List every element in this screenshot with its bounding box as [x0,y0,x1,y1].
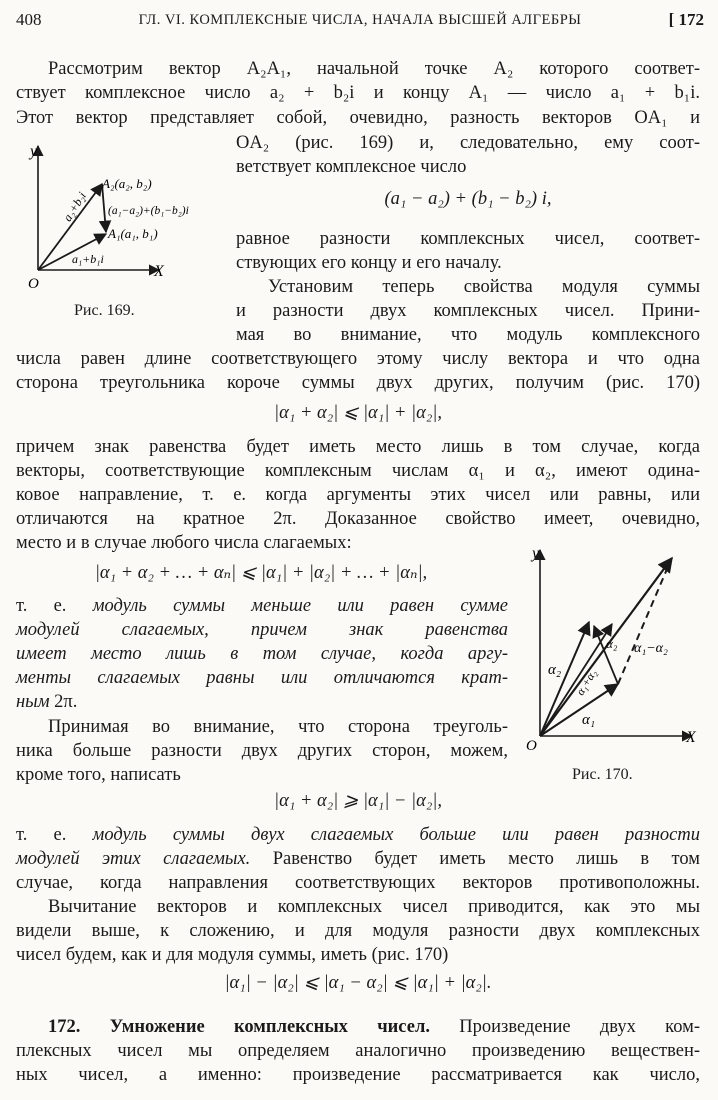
alpha2-shifted-label: α₂ [606,636,618,651]
y-axis-label: y [532,545,540,562]
x-axis-label: X [686,729,696,746]
text-line: Установим теперь свойства модуля суммы [268,277,700,297]
alpha1-label: α₁ [582,712,596,728]
text-line: Принимая во внимание, что сторона треуголь- [48,717,508,737]
text-line: равное разности комплексных чисел, соответ- [236,229,700,249]
figure-169-caption: Рис. 169. [74,302,135,319]
text-line: Вычитание векторов и комплексных чисел приводится, как это мы [48,897,700,917]
text-line [16,691,508,715]
text-line: и разности двух комплексных чисел. Прини- [236,301,700,321]
text-line: имеет место лишь в том случае, когда аргу- [16,644,508,664]
text-line: сторона треугольника короче суммы двух других, получим (рис. 170) [16,373,700,393]
difference-vector-label: (a₁−a₂)+(b₁−b₂)i [108,205,189,217]
origin-label: O [526,738,537,750]
page-number: 408 [16,10,42,29]
text-line [16,848,700,872]
text-line: ника больше разности двух других сторон, можем, [16,741,508,761]
text-line [16,1016,700,1040]
sum-label: α₁+α₂ [574,667,600,698]
text-run: т. е. [16,825,67,845]
equation: (a₁ − a₂) + (b₁ − b₂) i, [384,189,552,209]
text-line: ных чисел, а именно: произведение рассматривается как число, [16,1065,700,1085]
text-line: векторы, соответствующие комплексным числам α₁ и α₂, имеют одина- [16,461,700,481]
origin-label: O [28,276,39,290]
equation: |α₁ + α₂| ⩾ |α₁| − |α₂|, [274,791,442,811]
text-run: ным [16,692,50,712]
text-line: ствующих его концу и его началу. [236,253,502,273]
figure-170-caption: Рис. 170. [572,766,633,783]
text-line: OA₂ (рис. 169) и, следовательно, ему соот- [236,133,700,153]
text-run: модуль суммы двух слагаемых больше или равен разности [92,825,700,845]
text-run: модулей этих слагаемых. [16,849,251,869]
text-line: мая во внимание, что модуль комплексного [236,325,700,345]
text-line: случае, когда направления соответствующих векторов противоположны. [16,873,700,893]
text-line: Рассмотрим вектор A₂A₁, начальной точке A₂ которого соответ- [48,59,700,79]
section-heading: 172. Умножение комплексных чисел. [48,1017,430,1037]
text-line: числа равен длине соответствующего этому числу вектора и что одна [16,349,700,369]
vector-alpha1-plus-alpha2 [540,624,612,736]
text-line: причем знак равенства будет иметь место лишь в том случае, когда [16,437,700,457]
text-line: менты слагаемых равны или отличаются крат- [16,668,508,688]
point-a2-label: A₂(a₂, b₂) [102,176,152,191]
vector-a2-label: a₂+b₂i [60,189,90,224]
vector-a2a1 [102,184,106,232]
text-line: плексных чисел мы определяем аналогично произведению веществен- [16,1041,700,1061]
running-header [16,10,704,36]
equation: |α₁ + α₂ + … + αₙ| ⩽ |α₁| + |α₂| + … + |αₙ|, [94,563,428,583]
text-line: ствует комплексное число a₂ + b₂i и концу A₁ — число a₁ + b₁i. [16,83,700,103]
text-run: 2π. [54,692,78,712]
text-line [16,824,700,848]
section-marker: [ 172 [668,10,704,29]
chapter-title: ГЛ. VI. КОМПЛЕКСНЫЕ ЧИСЛА, НАЧАЛА ВЫСШЕЙ АЛГЕБРЫ [138,12,582,28]
difference-label: α₁−α₂ [634,641,668,656]
figure-169 [14,140,224,290]
text-line: Этот вектор представляет собой, очевидно, разность векторов OA₁ и [16,108,700,128]
text-line [16,595,508,619]
text-line: отличаются на кратное 2π. Доказанное свойство имеет, очевидно, [16,509,700,529]
text-line: кроме того, написать [16,765,181,785]
text-run: Произведение двух ком- [459,1017,700,1037]
y-axis-label: y [30,143,38,160]
text-line: ветствует комплексное число [236,157,467,177]
alpha2-label: α₂ [548,662,562,678]
figure-170 [514,544,706,750]
x-axis-label: X [154,263,164,280]
point-a1-label: A₁(a₁, b₁) [108,226,158,241]
text-run: Равенство будет иметь место лишь в том [272,849,701,869]
text-run: т. е. [16,596,67,616]
vector-a1-label: a₁+b₁i [72,252,104,266]
text-line: место и в случае любого числа слагаемых: [16,533,352,553]
text-line: ковое направление, т. е. когда аргументы этих чисел или равны, или [16,485,700,505]
equation: |α₁| − |α₂| ⩽ |α₁ − α₂| ⩽ |α₁| + |α₂|. [224,973,492,993]
text-run: модуль суммы меньше или равен сумме [92,596,509,616]
text-line: видели выше, к сложению, и для модуля разности двух комплексных [16,921,700,941]
dashed-side [618,562,670,684]
equation: |α₁ + α₂| ⩽ |α₁| + |α₂|, [274,403,442,423]
text-line: модулей слагаемых, причем знак равенства [16,620,508,640]
text-line: чисел будем, как и для модуля суммы, иметь (рис. 170) [16,945,449,965]
